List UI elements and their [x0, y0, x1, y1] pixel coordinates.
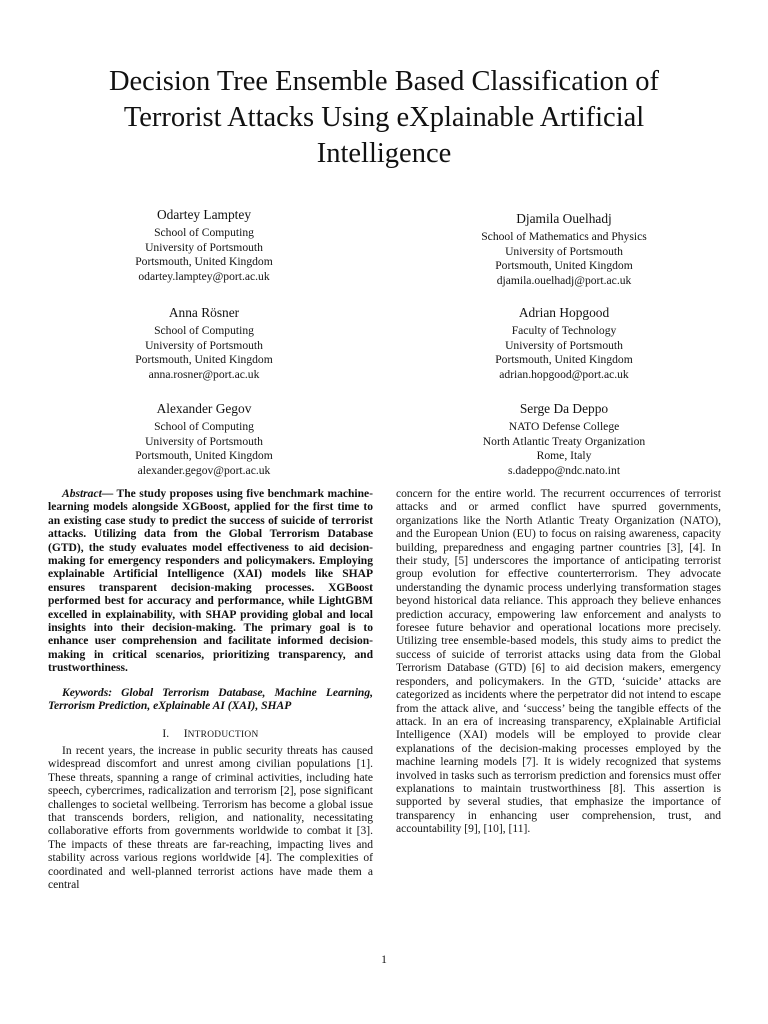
paper-title: Decision Tree Ensemble Based Classification of Terrorist Attacks Using eXplainable Artificial Intelligence [108, 66, 660, 169]
right-column [396, 488, 721, 837]
author-dept: School of Mathematics and Physics [481, 230, 647, 243]
author-block [104, 304, 304, 382]
page-number: 1 [381, 953, 387, 966]
keywords [48, 687, 373, 714]
author-location: Portsmouth, United Kingdom [135, 353, 273, 367]
author-block [104, 400, 304, 478]
author-dept: School of Computing [154, 420, 254, 433]
author-email: anna.rosner@port.ac.uk [148, 367, 260, 381]
section-title-rest: NTRODUCTION [187, 729, 259, 740]
section-heading-introduction [48, 727, 373, 742]
author-block [444, 304, 684, 382]
author-org: University of Portsmouth [145, 434, 263, 448]
section-number: I. [162, 726, 170, 740]
author-name: Anna Rösner [168, 305, 240, 320]
abstract-text: The study proposes using five benchmark machine-learning models alongside XGBoost, applied for the first time to an existing case study to predict the success of suicide of terrorist attacks. Utilizing data from the Global Terrorism Database (GTD), the study evaluates model effectiveness to aid decision-making for emergency responders and policymakers. Employing explainable Artificial Intelligence (XAI) models like SHAP ensures transparent decision-making processes. XGBoost performed best for accuracy and performance, while LightGBM excelled in explainability, with SHAP providing global and local insights into their decision-making. The primary goal is to enhance user comprehension and facilitate informed decision-making in critical scenarios, prioritizing transparency, and trustworthiness. [48, 488, 373, 675]
author-org: University of Portsmouth [145, 240, 263, 254]
section-title-initial: I [183, 726, 188, 740]
author-email: alexander.gegov@port.ac.uk [137, 463, 271, 477]
author-email: s.dadeppo@ndc.nato.int [507, 463, 621, 477]
author-block [444, 210, 684, 288]
author-dept: NATO Defense College [508, 420, 620, 433]
author-name: Adrian Hopgood [518, 305, 610, 320]
author-name: Serge Da Deppo [519, 401, 609, 416]
abstract-label: Abstract— [62, 488, 114, 500]
author-email: odartey.lamptey@port.ac.uk [138, 269, 270, 283]
author-email: adrian.hopgood@port.ac.uk [499, 367, 629, 381]
author-location: Portsmouth, United Kingdom [495, 259, 633, 273]
author-location: Rome, Italy [536, 449, 592, 463]
author-location: Portsmouth, United Kingdom [495, 353, 633, 367]
keywords-label: Keywords: [62, 686, 113, 699]
author-location: Portsmouth, United Kingdom [135, 255, 273, 269]
abstract [48, 488, 373, 676]
author-dept: School of Computing [154, 324, 254, 337]
author-name: Odartey Lamptey [156, 207, 252, 222]
author-name: Djamila Ouelhadj [516, 211, 612, 226]
author-email: djamila.ouelhadj@port.ac.uk [496, 273, 632, 287]
author-block [104, 206, 304, 284]
author-location: Portsmouth, United Kingdom [135, 449, 273, 463]
intro-paragraph-right: concern for the entire world. The recurrent occurrences of terrorist attacks and or armed conflict have spurred governments, organizations like the North Atlantic Treaty Organization (NATO), and the European Union (EU) to focus on raising awareness, capacity building, preparedness and engaging partner countries [3], [4]. In their study, [5] underscores the importance of anticipating terrorist group evolution for effective counterterrorism. They advocate understanding the dynamic process underlying transformation stages beyond historical data reliance. This approach they believe enhances prediction accuracy, empowering law enforcement and analysts to foresee future behavior and operational locations more precisely. Utilizing tree ensemble-based models, this study aims to predict the success of suicide of terrorist attacks using data from the Global Terrorism Database (GTD) [6] to aid decision makers, emergency responders, and policymakers. In the GTD, ‘suicide’ attacks are categorized as incidents where the perpetrator did not intend to escape from the attack alive, and ‘success’ being the tangible effects of the attack. In an era of increasing transparency, eXplainable Artificial Intelligence (XAI) models will be employed to provide clear explanations of the decision-making processes employed by the machine learning models [7]. It is widely recognized that systems involved in tasks such as terrorism prediction and forensics must offer explanations to maintain trustworthiness [8]. This assertion is supported by several studies, that emphasize the importance of transparency in enhancing user comprehension, trust, and accountability [9], [10], [11]. [396, 488, 721, 836]
author-org: North Atlantic Treaty Organization [482, 434, 646, 448]
keywords-text: Global Terrorism Database, Machine Learning, Terrorism Prediction, eXplainable AI (XAI), SHAP [48, 686, 373, 713]
intro-paragraph-left: In recent years, the increase in public security threats has caused widespread discomfort and unrest among civilian populations [1]. These threats, spanning a range of criminal activities, including hate speech, cybercrimes, radicalization and terrorism [2], pose significant challenges to societal wellbeing. Terrorism has become a global issue that transcends borders, religion, and nationality, necessitating collaborative efforts from governments worldwide to combat it [3]. The impacts of these threats are far-reaching, impacting lives and stability across various regions worldwide [4]. The complexities of coordinated and well-planned terrorist actions have made them a central [48, 744, 373, 891]
author-block [444, 400, 684, 478]
author-org: University of Portsmouth [505, 244, 623, 258]
author-name: Alexander Gegov [156, 401, 252, 416]
author-dept: Faculty of Technology [511, 324, 617, 337]
left-column [48, 488, 373, 892]
author-dept: School of Computing [154, 226, 254, 239]
author-org: University of Portsmouth [505, 338, 623, 352]
author-org: University of Portsmouth [145, 338, 263, 352]
